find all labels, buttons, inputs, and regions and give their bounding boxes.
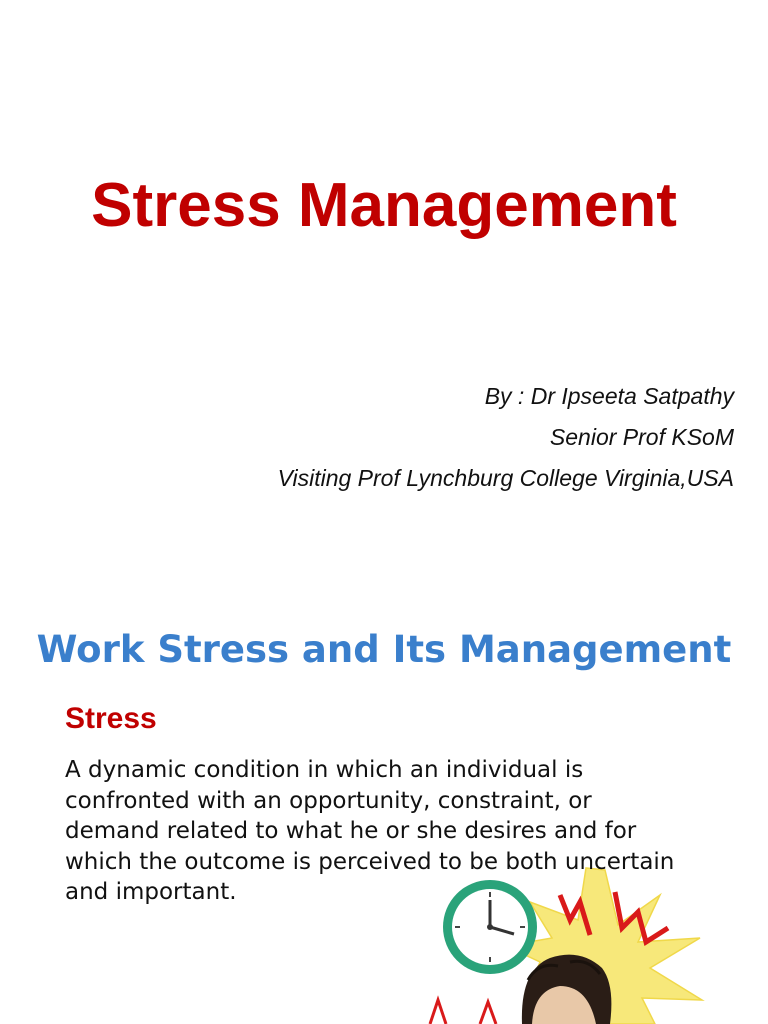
stressed-person-icon <box>522 955 612 1024</box>
author-visiting-position: Visiting Prof Lynchburg College Virginia,USA <box>277 465 734 491</box>
slide-heading: Work Stress and Its Management <box>36 628 732 671</box>
section-heading: Stress <box>65 702 157 735</box>
content-slide <box>0 605 768 1024</box>
author-name: By : Dr Ipseeta Satpathy <box>484 383 734 409</box>
definition-paragraph: A dynamic condition in which an individual is confronted with an opportunity, constraint, or demand related to what he or she desires and for which the outcome is perceived to be both uncertain and important. <box>65 757 675 905</box>
pulse-line-icon <box>430 1000 496 1024</box>
slide-title: Stress Management <box>91 171 677 240</box>
author-position: Senior Prof KSoM <box>549 424 734 450</box>
author-byline <box>278 376 734 499</box>
